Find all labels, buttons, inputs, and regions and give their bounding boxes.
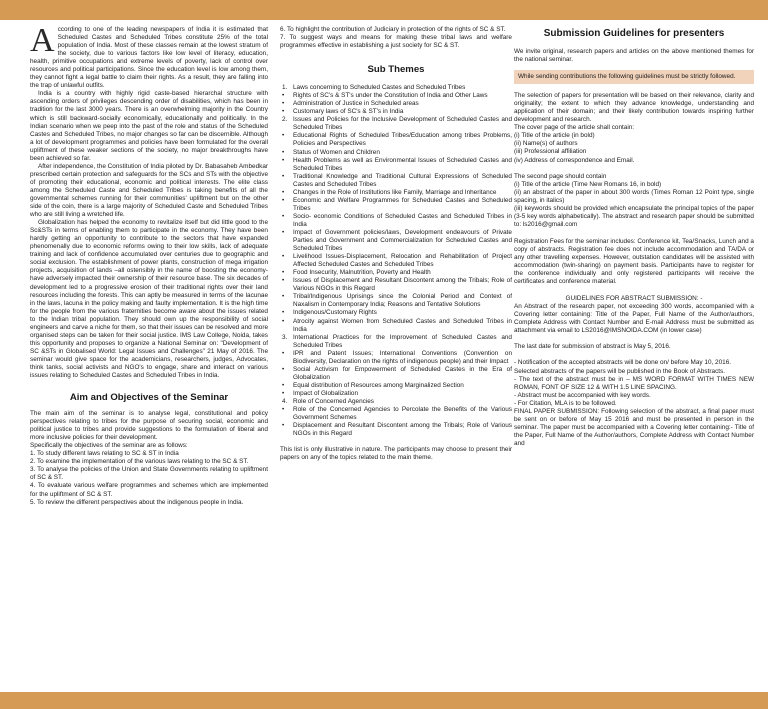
sub-theme-text: Role of Concerned Agencies: [293, 397, 374, 405]
sub-theme-text: Educational Rights of Scheduled Tribes/Education among tribes Problems, Policies and Perspectives: [293, 132, 512, 148]
second-page-item: (ii) an abstract of the paper in about 300 words (Times Roman 12 Point type, single spacing, in italics): [514, 188, 754, 204]
bullet-icon: •: [282, 156, 285, 164]
aims-item: 4. To evaluate various welfare programmes and schemes which are implemented for the upliftment of SC & ST.: [30, 482, 268, 498]
cover-item: (iii) Professional affiliation: [514, 148, 587, 156]
bullet-icon: •: [282, 100, 285, 108]
guideline-note: - For Citation, MLA is to be followed.: [514, 399, 617, 407]
drop-cap: A: [30, 26, 55, 59]
sub-theme-item: [280, 92, 512, 100]
column-intro: [30, 26, 268, 688]
bullet-icon: •: [282, 212, 285, 220]
list-number: 4.: [282, 397, 288, 405]
cover-item: (ii) Name(s) of authors: [514, 140, 578, 148]
sub-theme-text: Atrocity against Women from Scheduled Castes and Scheduled Tribes in India: [293, 317, 512, 333]
abstract-guidelines-text: An Abstract of the research paper, not exceeding 300 words, accompanied with a Covering letter containing: Title of the Paper, Full Name of the Author/authors, Complete Address with Contact Number and E-mail Address must be submitted as attachment via email to LS2016@IMSNOIDA.COM (in lower case): [514, 303, 754, 335]
aims-lead: Specifically the objectives of the seminar are as follows:: [30, 442, 188, 450]
bullet-icon: •: [282, 365, 285, 373]
aims-body: The main aim of the seminar is to analyse legal, constitutional and policy perspectives relating to tribes for the purpose of securing social, economic and political justice to tribes and provide suggestions to the formulation of liberal and more inclusive policies for their development.: [30, 410, 268, 442]
sub-theme-item: [280, 390, 512, 398]
column-guidelines: [514, 26, 754, 688]
sub-theme-item: [280, 309, 512, 317]
sub-theme-item: [280, 277, 512, 293]
guidelines-invite: We invite original, research papers and articles on the above mentioned themes for the national seminar.: [514, 48, 754, 64]
guideline-note: - Abstract must be accompanied with key words.: [514, 391, 651, 399]
sub-theme-text: Status of Women and Children: [293, 148, 380, 156]
sub-theme-item: [280, 366, 512, 382]
sub-theme-text: Traditional Knowledge and Traditional Cultural Expressions of Scheduled Castes and Scheduled Tribes: [293, 172, 512, 188]
sub-theme-text: Indigenous/Customary Rights: [293, 309, 377, 317]
final-paper-label: FINAL PAPER SUBMISSION:: [514, 407, 600, 415]
sub-theme-text: Changes in the Role of Institutions like Family, Marriage and Inheritance: [293, 188, 497, 196]
bullet-icon: •: [282, 277, 285, 285]
guideline-note: - The text of the abstract must be in – MS WORD FORMAT WITH TIMES NEW ROMAN, FONT OF SIZE 12 & WITH 1.5 LINE SPACING.: [514, 375, 754, 391]
sub-theme-text: Food Insecurity, Malnutrition, Poverty and Health: [293, 269, 431, 277]
sub-theme-item: [280, 108, 512, 116]
sub-theme-item: [280, 334, 512, 350]
bullet-icon: •: [282, 269, 285, 277]
sub-theme-item: [280, 84, 512, 92]
bullet-icon: •: [282, 228, 285, 236]
cover-item: (iv) Address of correspondence and Email.: [514, 156, 635, 164]
sub-theme-text: Equal distribution of Resources among Marginalized Section: [293, 381, 464, 389]
sub-theme-text: Economic and Welfare Programmes for Scheduled Castes and Scheduled Tribes: [293, 196, 512, 212]
sub-theme-item: [280, 100, 512, 108]
sub-theme-text: Role of the Concerned Agencies to Percolate the Benefits of the Various Government Schemes: [293, 406, 512, 422]
sub-theme-item: [280, 253, 512, 269]
aims-heading: Aim and Objectives of the Seminar: [69, 392, 229, 404]
sub-theme-text: Displacement and Resultant Discontent among the Tribals; Role of Various NGOs in this Regard: [293, 422, 512, 438]
sub-theme-item: [280, 132, 512, 148]
bullet-icon: •: [282, 317, 285, 325]
bullet-icon: •: [282, 188, 285, 196]
sub-theme-item: [280, 149, 512, 157]
sub-theme-item: [280, 382, 512, 390]
guidelines-heading: Submission Guidelines for presenters: [543, 28, 725, 39]
bullet-icon: •: [282, 148, 285, 156]
abstract-last-date: The last date for submission of abstract is May 5, 2016.: [514, 343, 671, 351]
bullet-icon: •: [282, 172, 285, 180]
aims-item: 7. To suggest ways and means for making these tribal laws and welfare programmes effective in establishing a just society for SC & ST.: [280, 34, 512, 50]
second-page-item: (iii) keywords should be provided which encapsulate the principal topics of the paper (3-5 key words alphabetically). The abstract and research paper should be submitted to: ls2016@gmail.com: [514, 204, 754, 228]
sub-themes-heading: Sub Themes: [367, 64, 425, 76]
sub-theme-text: Social Activism for Empowerment of Scheduled Castes in the Era of Globalization: [293, 365, 512, 381]
sub-theme-item: [280, 189, 512, 197]
intro-paragraph-2: India is a country with highly rigid caste-based hierarchal structure with ascending orders of privileges descending order of disabilities, which has been in tradition for the last 3000 years. There is an overwhelming majority in the Country which is still backward-socially economically, educationally and politically. In the Indian scenario when we peep into the past of the role and status of the Scheduled Castes and Scheduled Tribes, no major changes so far can be discernible. Although a lot of development programmes and policies have been formulated for the overall upliftment of these weaker sections of the society, no major breakthroughs have been achieved so far.: [30, 90, 268, 162]
sub-theme-item: [280, 398, 512, 406]
sub-theme-item: [280, 293, 512, 309]
sub-theme-text: Livelihood Issues-Displacement, Relocation and Rehabilitation of Project Affected Scheduled Castes and Scheduled Tribes: [293, 253, 512, 269]
sub-theme-text: Socio- economic Conditions of Scheduled Castes and Scheduled Tribes in India: [293, 212, 512, 228]
sub-theme-item: [280, 350, 512, 366]
sub-theme-text: Issues of Displacement and Resultant Discontent among the Tribals; Role of Various NGOs in this Regard: [293, 277, 512, 293]
list-number: 1.: [282, 84, 288, 92]
list-number: 2.: [282, 116, 288, 124]
sub-theme-item: [280, 157, 512, 173]
top-color-bar: [0, 0, 768, 20]
bullet-icon: •: [282, 293, 285, 301]
sub-theme-text: Impact of Government policies/laws, Development endeavours of Private Parties and Government and Commercialization for Scheduled Castes and Scheduled Tribes: [293, 228, 512, 253]
bullet-icon: •: [282, 389, 285, 397]
sub-theme-text: Health Problems as well as Environmental Issues of Scheduled Castes and Scheduled Tribes: [293, 156, 512, 172]
abstract-guidelines-heading: GUIDELINES FOR ABSTRACT SUBMISSION: -: [565, 295, 703, 303]
guidelines-highlight-box: [514, 70, 754, 84]
sub-theme-text: Rights of SC's & ST's under the Constitution of India and Other Laws: [293, 92, 488, 100]
second-page-item: (i) Title of the article (Time New Romans 16, in bold): [514, 180, 662, 188]
sub-theme-item: [280, 213, 512, 229]
guidelines-selection: The selection of papers for presentation will be based on their relevance, clarity and originality; the extent to which they advance knowledge, understanding and application of their domain; and their likely contribution towards inspiring further development and research.: [514, 92, 754, 124]
sub-theme-text: Customary laws of SC's & ST's in India: [293, 108, 404, 116]
sub-theme-text: IPR and Patent Issues; International Conventions (Convention on Biodiversity, Declaration on the rights of indigenous people) and their Impact: [293, 349, 512, 365]
sub-theme-item: [280, 422, 512, 438]
bullet-icon: •: [282, 406, 285, 414]
bullet-icon: •: [282, 381, 285, 389]
registration-fees: Registration Fees for the seminar includes: Conference kit, Tea/Snacks, Lunch and a copy of abstracts. Registration fee does not include accommodation and TA/DA or any other travelling expenses. However, outstation candidates will be assisted with accommodation (twin-sharing) on payment basis. Participants have to register for the conference individually and only registered participants will receive the certificates and conference material.: [514, 237, 754, 286]
sub-theme-text: Tribal/Indigenous Uprisings since the Colonial Period and Context of Naxalism in Contemporary India; Reasons and Tentative Solutions: [293, 293, 512, 309]
sub-themes-list: [280, 84, 512, 438]
bullet-icon: •: [282, 422, 285, 430]
final-paper-text: Following selection of the abstract, a final paper must be sent on or before of May 15 2016 and must be presented in person in the seminar. The paper must be accompanied with a Covering letter containing:- Title of the Paper, Full Name of the Author/authors, Complete Address with Contact Number and: [514, 407, 754, 447]
sub-theme-text: Impact of Globalization: [293, 389, 359, 397]
aims-item: 6. To highlight the contribution of Judiciary in protection of the rights of SC & ST.: [280, 26, 506, 33]
list-number: 3.: [282, 333, 288, 341]
sub-theme-item: [280, 116, 512, 132]
aims-item: 1. To study different laws relating to SC & ST in India: [30, 450, 179, 458]
bullet-icon: •: [282, 108, 285, 116]
final-paper-submission: [514, 408, 754, 448]
bullet-icon: •: [282, 349, 285, 357]
sub-theme-text: Laws concerning to Scheduled Castes and Scheduled Tribes: [293, 84, 466, 92]
bullet-icon: •: [282, 132, 285, 140]
guideline-note: Selected abstracts of the papers will be published in the Book of Abstracts.: [514, 367, 726, 375]
bullet-icon: •: [282, 309, 285, 317]
sub-theme-text: International Practices for the Improvement of Scheduled Castes and Scheduled Tribes: [293, 333, 512, 349]
intro-paragraph-1: [30, 26, 268, 90]
sub-theme-item: [280, 269, 512, 277]
bullet-icon: •: [282, 253, 285, 261]
sub-theme-item: [280, 229, 512, 253]
intro-paragraph-4: Globalization has helped the economy to revitalize itself but did little good to the Sc&STs in terms of enabling them to participate in the economy. They have been hardly getting an opportunity to contribute to the sectors that have expanded phenomenally due to economic reforms owing to their low skills, lack of adequate training and lack of confidence accumulated over centuries due to geographic and social exclusion. The establishment of power plants, construction of mega irrigation projects, acquisition of lands –all ostensibly in the name of boosting the economy- have adversely impacted their ownership of their resource base. The six decades of development led to a progressive erosion of their traditional rights over their land resources including the forests. This can aptly be measured in terms of the lacunae in the laws, lacuna in the policy making and faulty implementation. It is the high time for the people from the various fraternities become aware about the issues related to the Indian tribal population. They should own up the responsibility of social engineers and carve a niche for them, so that their issues can be resolved and more organised steps can be taken for their social justice. IMS Law College, Noida, takes this opportunity and proposes to organize a National Seminar on: "Development of SC &STs in Globalised World: Legal Issues and Challenges" 21 May of 2016. The seminar would give space for the academicians, researchers, judges, Advocates, think tanks, social activists and NGO's to engage, share and interact on various issues relating to Scheduled Castes and Scheduled Tribes in India.: [30, 219, 268, 380]
bullet-icon: •: [282, 196, 285, 204]
sub-theme-item: [280, 406, 512, 422]
guideline-note: - Notification of the accepted abstracts will be done on/ before May 10, 2016.: [514, 359, 732, 367]
cover-item: (i) Title of the article (in bold): [514, 132, 595, 140]
sub-themes-footer: This list is only illustrative in nature. The participants may choose to present their papers on any of the topics related to the main theme.: [280, 446, 512, 462]
aims-item: 5. To review the different perspectives about the indigenous people in India.: [30, 498, 244, 506]
guidelines-highlight-text: While sending contributions the following guidelines must be strictly followed.: [518, 73, 736, 81]
sub-theme-item: [280, 197, 512, 213]
sub-theme-text: Administration of Justice in Scheduled areas: [293, 100, 419, 108]
intro-p1-text: ccording to one of the leading newspapers of India it is estimated that Scheduled Castes and Scheduled Tribes constitute 25% of the total population of India. Most of these classes remain at the lowest stratum of the society, due to various factors like low level of literacy, education, health, primitive occupations and extreme levels of poverty, lack of control over resources and political participations. Since the education level is low among them, they cannot fight a legal battle to claim their rights. As a result, they are falling into the trap of unlawful outfits.: [30, 26, 268, 90]
aims-item: 2. To examine the implementation of the various laws relating to the SC & ST.: [30, 458, 249, 466]
cover-lead: The cover page of the article shall contain:: [514, 124, 635, 132]
sub-theme-text: Issues and Policies for the Inclusive Development of Scheduled Castes and Scheduled Tribes: [293, 116, 512, 132]
bottom-color-bar: [0, 692, 768, 709]
sub-theme-item: [280, 318, 512, 334]
bullet-icon: •: [282, 92, 285, 100]
second-page-lead: The second page should contain: [514, 172, 607, 180]
intro-paragraph-3: After independence, the Constitution of India piloted by Dr. Babasaheb Ambedkar prescribed certain protection and safeguards for the SCs and STs with the objective of promoting their educational, economic and political interests. The elite class among the Scheduled Caste and Scheduled Tribes is taking benefits of all the governmental schemes running for their communities' upliftment but on the other side of the coin, there is a large majority of Scheduled Caste and Scheduled Tribes who are still living a wretched life.: [30, 162, 268, 219]
column-themes: [280, 26, 512, 688]
aims-item: 3. To analyse the policies of the Union and State Governments relating to upliftment of SC & ST.: [30, 466, 268, 482]
sub-theme-item: [280, 173, 512, 189]
